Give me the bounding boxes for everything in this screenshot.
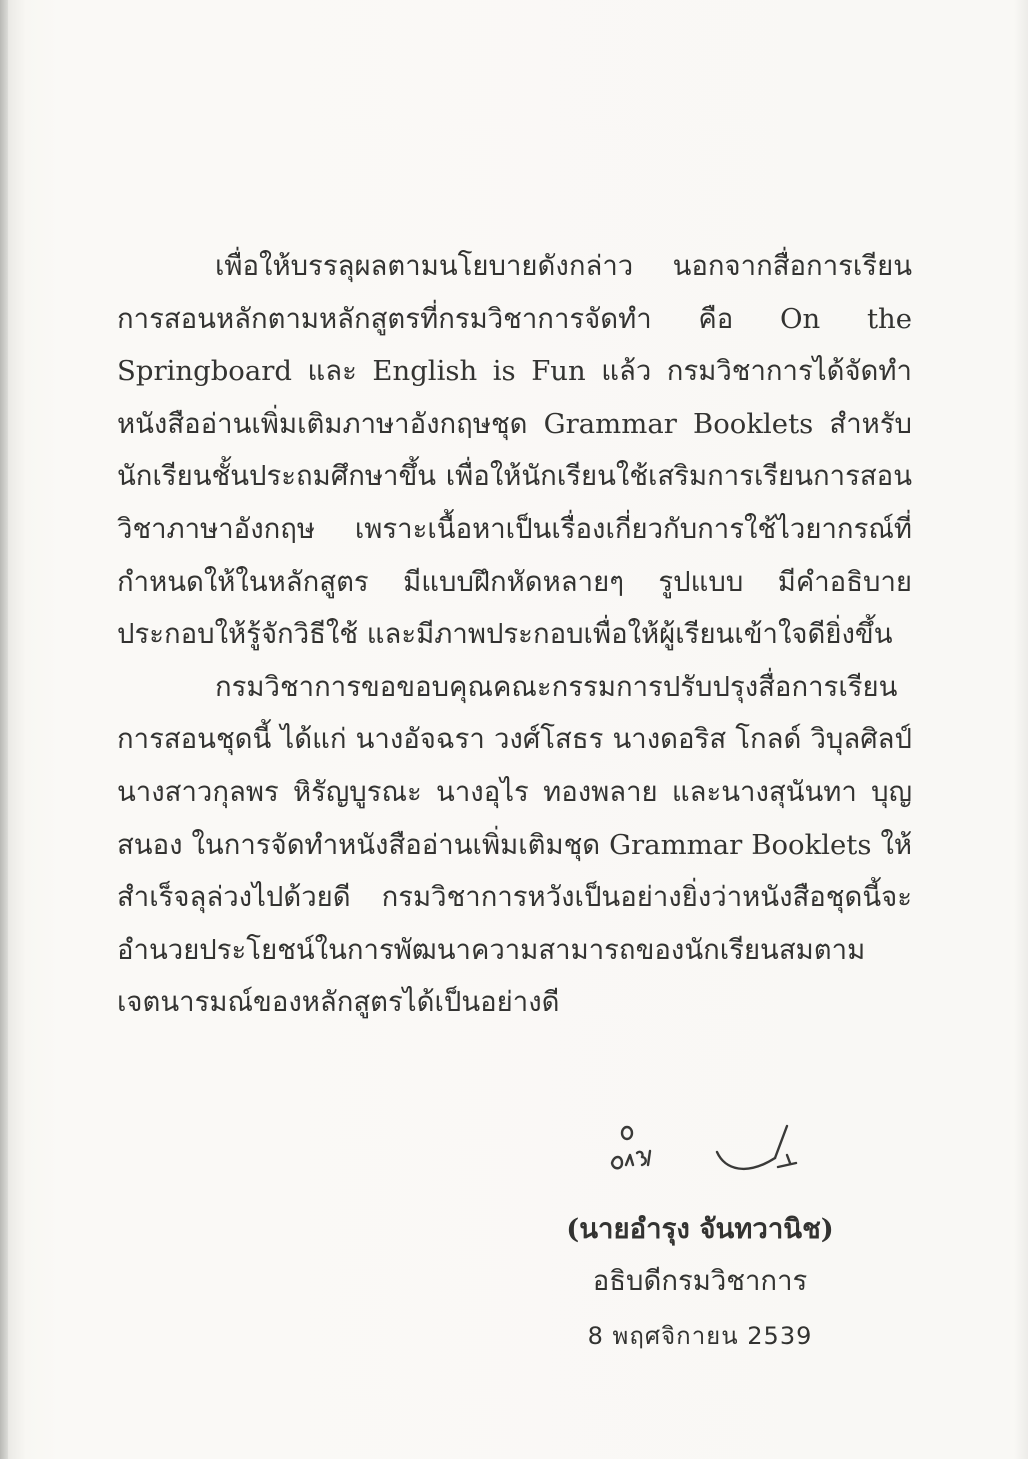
page-edge-shadow — [1014, 0, 1028, 1459]
signature-block — [520, 1204, 880, 1364]
signatory-position: อธิบดีกรมวิชาการ — [592, 1265, 808, 1297]
paragraph-acknowledgement: กรมวิชาการขอขอบคุณคณะกรรมการปรับปรุงสื่อการเรียนการสอนชุดนี้ ได้แก่ นางอัจฉรา วงศ์โสธร นางดอริส โกลด์ วิบุลศิลป์ นางสาวกุลพร หิรัญบูรณะ นางอุไร ทองพลาย และนางสุนันทา บุญสนอง ในการจัดทำหนังสืออ่านเพิ่มเติมชุด Grammar Booklets ให้สำเร็จลุล่วงไปด้วยดี กรมวิชาการหวังเป็นอย่างยิ่งว่าหนังสือชุดนี้จะอำนวยประโยชน์ในการพัฒนาความสามารถของนักเรียนสมตามเจตนารมณ์ของหลักสูตรได้เป็นอย่างดี — [117, 670, 912, 1019]
handwritten-signature — [600, 1115, 830, 1205]
body-text — [117, 240, 912, 1029]
paragraph-intro: เพื่อให้บรรลุผลตามนโยบายดังกล่าว นอกจากสื่อการเรียนการสอนหลักตามหลักสูตรที่กรมวิชาการจัดทำ คือ On the Springboard และ English is Fun แล้ว กรมวิชาการได้จัดทำหนังสืออ่านเพิ่มเติมภาษาอังกฤษชุด Grammar Booklets สำหรับนักเรียนชั้นประถมศึกษาขึ้น เพื่อให้นักเรียนใช้เสริมการเรียนการสอนวิชาภาษาอังกฤษ เพราะเนื้อหาเป็นเรื่องเกี่ยวกับการใช้ไวยากรณ์ที่กำหนดให้ในหลักสูตร มีแบบฝึกหัดหลายๆ รูปแบบ มีคำอธิบายประกอบให้รู้จักวิธีใช้ และมีภาพประกอบเพื่อให้ผู้เรียนเข้าใจดียิ่งขึ้น — [117, 250, 912, 651]
signatory-name: (นายอำรุง จันทวานิช) — [566, 1213, 834, 1245]
binding-edge — [0, 0, 8, 1459]
signature-date: 8 พฤศจิกายน 2539 — [587, 1322, 813, 1350]
